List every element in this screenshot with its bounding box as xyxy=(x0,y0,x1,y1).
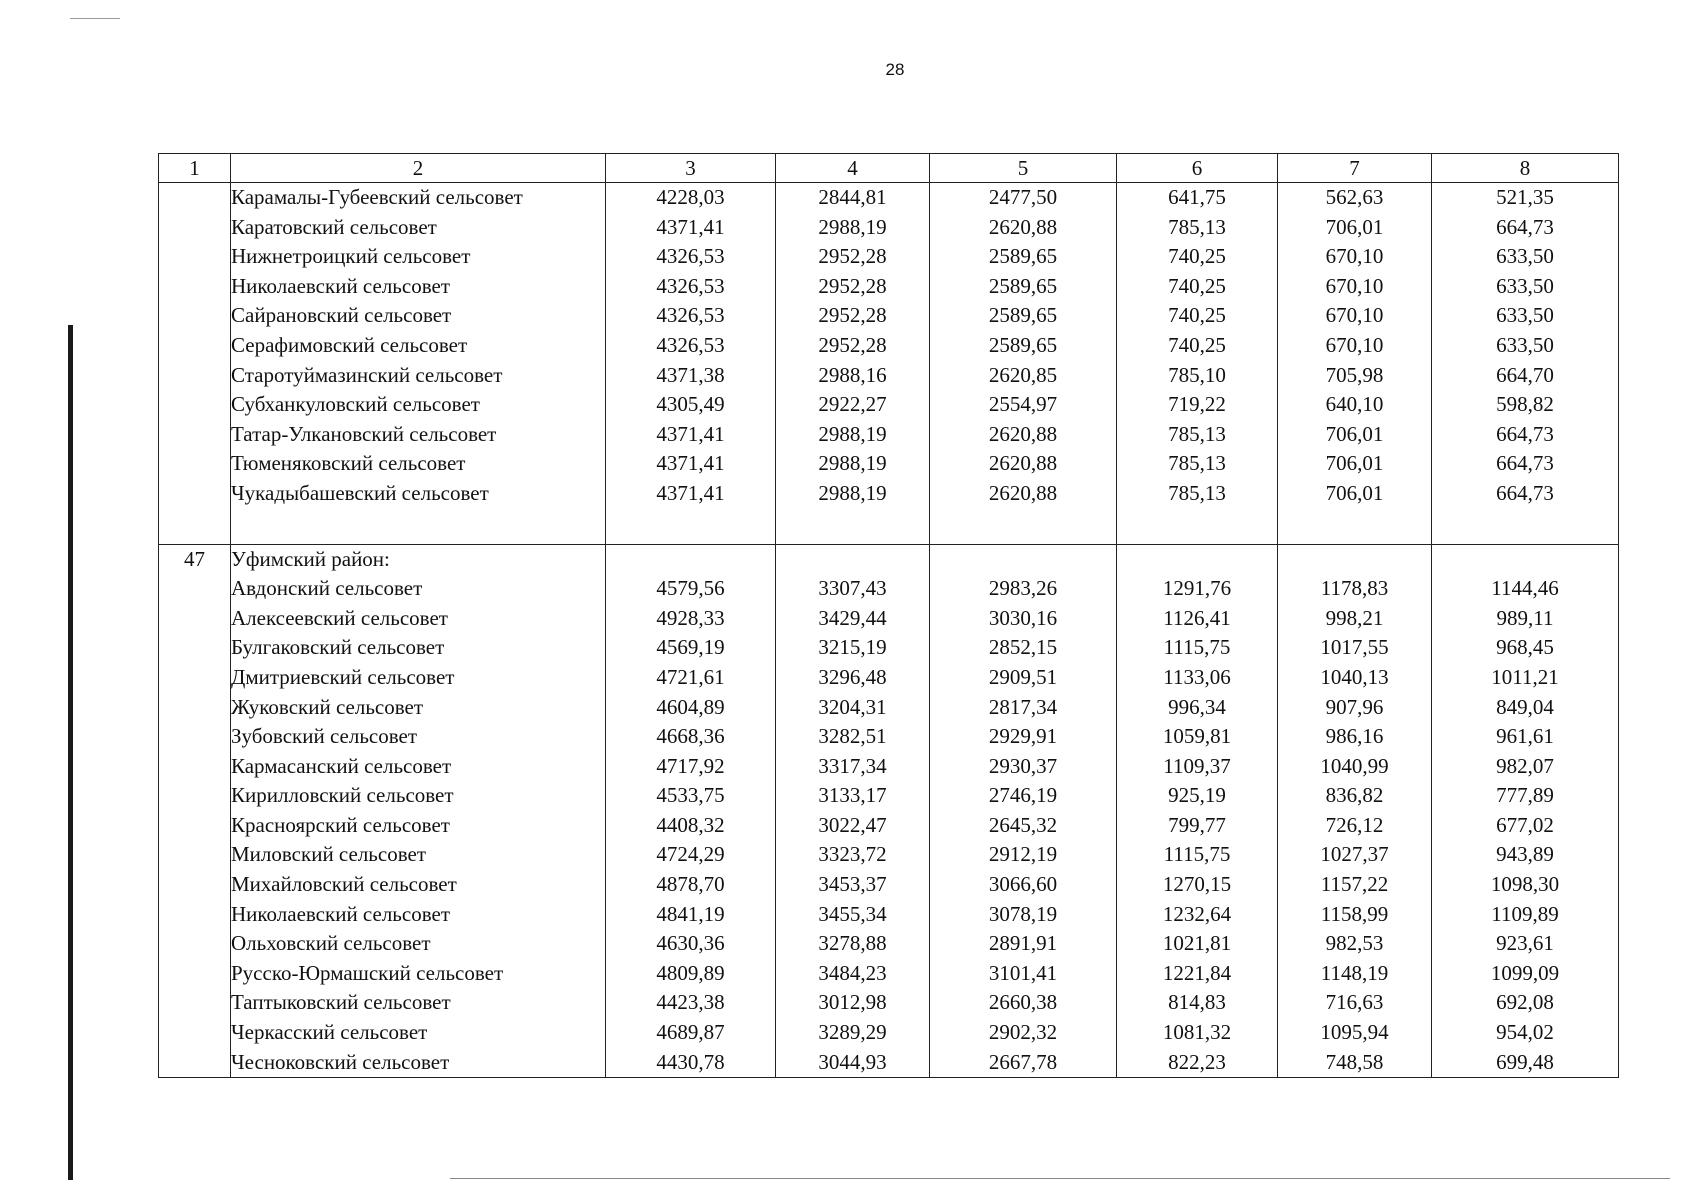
table-row xyxy=(159,781,1619,811)
value-cell: 4841,19 xyxy=(606,900,776,930)
value-cell: 740,25 xyxy=(1117,272,1278,302)
table-row xyxy=(159,722,1619,752)
value-cell: 706,01 xyxy=(1278,449,1432,479)
header-cell: 6 xyxy=(1117,154,1278,183)
value-cell: 2589,65 xyxy=(930,301,1117,331)
value-cell: 1133,06 xyxy=(1117,663,1278,693)
value-cell: 706,01 xyxy=(1278,420,1432,450)
value-cell: 670,10 xyxy=(1278,272,1432,302)
value-cell: 3133,17 xyxy=(776,781,930,811)
value-cell: 996,34 xyxy=(1117,693,1278,723)
value-cell xyxy=(1278,509,1432,545)
value-cell: 777,89 xyxy=(1432,781,1619,811)
value-cell: 3101,41 xyxy=(930,959,1117,989)
value-cell: 664,73 xyxy=(1432,420,1619,450)
value-cell: 4579,56 xyxy=(606,574,776,604)
value-cell: 3012,98 xyxy=(776,988,930,1018)
scan-top-line xyxy=(70,18,120,19)
value-cell: 2988,16 xyxy=(776,361,930,391)
value-cell: 1158,99 xyxy=(1278,900,1432,930)
row-number xyxy=(159,752,231,782)
value-cell: 2817,34 xyxy=(930,693,1117,723)
value-cell: 3455,34 xyxy=(776,900,930,930)
table-row xyxy=(159,840,1619,870)
value-cell: 640,10 xyxy=(1278,390,1432,420)
table-row xyxy=(159,272,1619,302)
table-row xyxy=(159,544,1619,574)
value-cell: 954,02 xyxy=(1432,1018,1619,1048)
value-cell: 664,73 xyxy=(1432,449,1619,479)
settlement-name: Николаевский сельсовет xyxy=(231,900,606,930)
value-cell: 2589,65 xyxy=(930,272,1117,302)
value-cell: 785,10 xyxy=(1117,361,1278,391)
value-cell: 2922,27 xyxy=(776,390,930,420)
row-number xyxy=(159,213,231,243)
settlement-name: Субханкуловский сельсовет xyxy=(231,390,606,420)
value-cell: 1011,21 xyxy=(1432,663,1619,693)
value-cell: 670,10 xyxy=(1278,331,1432,361)
value-cell: 4724,29 xyxy=(606,840,776,870)
settlement-name: Уфимский район: xyxy=(231,544,606,574)
table-row xyxy=(159,479,1619,509)
row-number xyxy=(159,663,231,693)
value-cell: 4717,92 xyxy=(606,752,776,782)
value-cell xyxy=(1278,544,1432,574)
value-cell xyxy=(1432,544,1619,574)
header-cell: 3 xyxy=(606,154,776,183)
value-cell: 1126,41 xyxy=(1117,604,1278,634)
value-cell: 4371,41 xyxy=(606,449,776,479)
value-cell: 986,16 xyxy=(1278,722,1432,752)
settlement-name: Ольховский сельсовет xyxy=(231,929,606,959)
value-cell: 706,01 xyxy=(1278,213,1432,243)
settlement-name: Алексеевский сельсовет xyxy=(231,604,606,634)
value-cell: 3215,19 xyxy=(776,633,930,663)
row-number xyxy=(159,693,231,723)
page-number: 28 xyxy=(885,60,905,79)
value-cell: 1027,37 xyxy=(1278,840,1432,870)
value-cell: 2660,38 xyxy=(930,988,1117,1018)
value-cell: 562,63 xyxy=(1278,183,1432,213)
scan-bottom-line xyxy=(450,1178,1670,1179)
row-number xyxy=(159,574,231,604)
value-cell xyxy=(1432,509,1619,545)
value-cell: 2952,28 xyxy=(776,242,930,272)
value-cell: 4326,53 xyxy=(606,331,776,361)
value-cell: 923,61 xyxy=(1432,929,1619,959)
value-cell: 4878,70 xyxy=(606,870,776,900)
value-cell: 1291,76 xyxy=(1117,574,1278,604)
value-cell xyxy=(1117,544,1278,574)
value-cell: 1115,75 xyxy=(1117,633,1278,663)
table-row xyxy=(159,988,1619,1018)
value-cell: 633,50 xyxy=(1432,242,1619,272)
table-row xyxy=(159,509,1619,545)
value-cell: 3078,19 xyxy=(930,900,1117,930)
value-cell: 3022,47 xyxy=(776,811,930,841)
value-cell: 716,63 xyxy=(1278,988,1432,1018)
value-cell: 1098,30 xyxy=(1432,870,1619,900)
value-cell: 785,13 xyxy=(1117,213,1278,243)
settlement-name: Таптыковский сельсовет xyxy=(231,988,606,1018)
value-cell: 2620,85 xyxy=(930,361,1117,391)
settlement-name xyxy=(231,509,606,545)
value-cell: 4228,03 xyxy=(606,183,776,213)
value-cell: 943,89 xyxy=(1432,840,1619,870)
value-cell: 633,50 xyxy=(1432,301,1619,331)
table-row xyxy=(159,213,1619,243)
value-cell: 4326,53 xyxy=(606,242,776,272)
row-number xyxy=(159,1048,231,1078)
value-cell: 1221,84 xyxy=(1117,959,1278,989)
value-cell: 982,53 xyxy=(1278,929,1432,959)
value-cell: 2929,91 xyxy=(930,722,1117,752)
data-table xyxy=(158,153,1619,1078)
value-cell: 1040,13 xyxy=(1278,663,1432,693)
value-cell: 1232,64 xyxy=(1117,900,1278,930)
row-number xyxy=(159,509,231,545)
value-cell: 4630,36 xyxy=(606,929,776,959)
value-cell: 3296,48 xyxy=(776,663,930,693)
row-number xyxy=(159,361,231,391)
table-row xyxy=(159,301,1619,331)
value-cell: 2620,88 xyxy=(930,449,1117,479)
value-cell: 2589,65 xyxy=(930,242,1117,272)
value-cell: 4569,19 xyxy=(606,633,776,663)
value-cell: 3453,37 xyxy=(776,870,930,900)
value-cell: 4689,87 xyxy=(606,1018,776,1048)
value-cell: 1157,22 xyxy=(1278,870,1432,900)
value-cell: 705,98 xyxy=(1278,361,1432,391)
value-cell: 664,70 xyxy=(1432,361,1619,391)
value-cell: 2645,32 xyxy=(930,811,1117,841)
table-row xyxy=(159,361,1619,391)
value-cell: 740,25 xyxy=(1117,331,1278,361)
value-cell: 633,50 xyxy=(1432,272,1619,302)
value-cell xyxy=(930,544,1117,574)
settlement-name: Михайловский сельсовет xyxy=(231,870,606,900)
header-cell: 8 xyxy=(1432,154,1619,183)
row-number xyxy=(159,479,231,509)
value-cell: 961,61 xyxy=(1432,722,1619,752)
value-cell: 4533,75 xyxy=(606,781,776,811)
value-cell: 4371,41 xyxy=(606,420,776,450)
value-cell xyxy=(606,544,776,574)
value-cell: 1095,94 xyxy=(1278,1018,1432,1048)
settlement-name: Жуковский сельсовет xyxy=(231,693,606,723)
value-cell: 4326,53 xyxy=(606,272,776,302)
value-cell: 2891,91 xyxy=(930,929,1117,959)
value-cell: 1148,19 xyxy=(1278,959,1432,989)
settlement-name: Карамалы-Губеевский сельсовет xyxy=(231,183,606,213)
table-row xyxy=(159,959,1619,989)
value-cell: 664,73 xyxy=(1432,479,1619,509)
value-cell: 968,45 xyxy=(1432,633,1619,663)
value-cell: 2477,50 xyxy=(930,183,1117,213)
table-row xyxy=(159,811,1619,841)
settlement-name: Русско-Юрмашский сельсовет xyxy=(231,959,606,989)
value-cell: 2983,26 xyxy=(930,574,1117,604)
value-cell: 2554,97 xyxy=(930,390,1117,420)
value-cell: 4423,38 xyxy=(606,988,776,1018)
value-cell: 2988,19 xyxy=(776,479,930,509)
value-cell: 907,96 xyxy=(1278,693,1432,723)
settlement-name: Тюменяковский сельсовет xyxy=(231,449,606,479)
header-cell: 7 xyxy=(1278,154,1432,183)
value-cell: 3282,51 xyxy=(776,722,930,752)
table-row xyxy=(159,449,1619,479)
settlement-name: Кармасанский сельсовет xyxy=(231,752,606,782)
table-row xyxy=(159,1018,1619,1048)
value-cell: 1144,46 xyxy=(1432,574,1619,604)
value-cell: 4408,32 xyxy=(606,811,776,841)
row-number xyxy=(159,722,231,752)
settlement-name: Старотуймазинский сельсовет xyxy=(231,361,606,391)
value-cell: 836,82 xyxy=(1278,781,1432,811)
value-cell: 1017,55 xyxy=(1278,633,1432,663)
value-cell: 740,25 xyxy=(1117,242,1278,272)
value-cell: 1270,15 xyxy=(1117,870,1278,900)
value-cell: 3278,88 xyxy=(776,929,930,959)
value-cell: 2902,32 xyxy=(930,1018,1117,1048)
value-cell xyxy=(1117,509,1278,545)
value-cell: 2909,51 xyxy=(930,663,1117,693)
table-row xyxy=(159,1048,1619,1078)
settlement-name: Татар-Улкановский сельсовет xyxy=(231,420,606,450)
value-cell: 4371,41 xyxy=(606,213,776,243)
value-cell: 2988,19 xyxy=(776,449,930,479)
value-cell: 822,23 xyxy=(1117,1048,1278,1078)
value-cell: 3317,34 xyxy=(776,752,930,782)
value-cell: 4668,36 xyxy=(606,722,776,752)
value-cell: 598,82 xyxy=(1432,390,1619,420)
value-cell: 2620,88 xyxy=(930,420,1117,450)
settlement-name: Булгаковский сельсовет xyxy=(231,633,606,663)
value-cell: 4326,53 xyxy=(606,301,776,331)
value-cell xyxy=(930,509,1117,545)
value-cell: 3204,31 xyxy=(776,693,930,723)
value-cell: 740,25 xyxy=(1117,301,1278,331)
value-cell: 3289,29 xyxy=(776,1018,930,1048)
table-row xyxy=(159,331,1619,361)
row-number xyxy=(159,301,231,331)
settlement-name: Кирилловский сельсовет xyxy=(231,781,606,811)
header-cell: 2 xyxy=(231,154,606,183)
settlement-name: Черкасский сельсовет xyxy=(231,1018,606,1048)
value-cell xyxy=(776,544,930,574)
row-number: 47 xyxy=(159,544,231,574)
value-cell: 692,08 xyxy=(1432,988,1619,1018)
value-cell: 2620,88 xyxy=(930,479,1117,509)
value-cell: 785,13 xyxy=(1117,449,1278,479)
row-number xyxy=(159,633,231,663)
row-number xyxy=(159,988,231,1018)
value-cell: 3429,44 xyxy=(776,604,930,634)
value-cell: 814,83 xyxy=(1117,988,1278,1018)
value-cell: 998,21 xyxy=(1278,604,1432,634)
table-row xyxy=(159,420,1619,450)
value-cell: 1115,75 xyxy=(1117,840,1278,870)
value-cell: 670,10 xyxy=(1278,242,1432,272)
value-cell: 4721,61 xyxy=(606,663,776,693)
value-cell: 641,75 xyxy=(1117,183,1278,213)
settlement-name: Красноярский сельсовет xyxy=(231,811,606,841)
row-number xyxy=(159,242,231,272)
value-cell: 1178,83 xyxy=(1278,574,1432,604)
row-number xyxy=(159,272,231,302)
value-cell: 785,13 xyxy=(1117,420,1278,450)
row-number xyxy=(159,449,231,479)
table-row xyxy=(159,604,1619,634)
scan-edge-bar xyxy=(68,325,73,1180)
value-cell: 4604,89 xyxy=(606,693,776,723)
value-cell: 3307,43 xyxy=(776,574,930,604)
value-cell: 2746,19 xyxy=(930,781,1117,811)
value-cell: 670,10 xyxy=(1278,301,1432,331)
value-cell: 4928,33 xyxy=(606,604,776,634)
row-number xyxy=(159,900,231,930)
settlement-name: Зубовский сельсовет xyxy=(231,722,606,752)
table-row xyxy=(159,183,1619,213)
settlement-name: Сайрановский сельсовет xyxy=(231,301,606,331)
table-row xyxy=(159,900,1619,930)
row-number xyxy=(159,331,231,361)
value-cell: 521,35 xyxy=(1432,183,1619,213)
value-cell: 1059,81 xyxy=(1117,722,1278,752)
table-row xyxy=(159,693,1619,723)
value-cell: 2912,19 xyxy=(930,840,1117,870)
value-cell: 2952,28 xyxy=(776,331,930,361)
table-row xyxy=(159,663,1619,693)
value-cell: 785,13 xyxy=(1117,479,1278,509)
settlement-name: Чукадыбашевский сельсовет xyxy=(231,479,606,509)
header-cell: 4 xyxy=(776,154,930,183)
row-number xyxy=(159,604,231,634)
value-cell: 4430,78 xyxy=(606,1048,776,1078)
value-cell: 2930,37 xyxy=(930,752,1117,782)
value-cell: 1021,81 xyxy=(1117,929,1278,959)
row-number xyxy=(159,840,231,870)
value-cell: 748,58 xyxy=(1278,1048,1432,1078)
table-row xyxy=(159,929,1619,959)
row-number xyxy=(159,183,231,213)
value-cell: 726,12 xyxy=(1278,811,1432,841)
row-number xyxy=(159,929,231,959)
settlement-name: Николаевский сельсовет xyxy=(231,272,606,302)
value-cell: 799,77 xyxy=(1117,811,1278,841)
value-cell: 2844,81 xyxy=(776,183,930,213)
header-cell: 5 xyxy=(930,154,1117,183)
value-cell: 2667,78 xyxy=(930,1048,1117,1078)
row-number xyxy=(159,390,231,420)
value-cell: 2620,88 xyxy=(930,213,1117,243)
value-cell: 4371,41 xyxy=(606,479,776,509)
value-cell: 2952,28 xyxy=(776,272,930,302)
value-cell: 1109,89 xyxy=(1432,900,1619,930)
value-cell: 925,19 xyxy=(1117,781,1278,811)
table-row xyxy=(159,390,1619,420)
value-cell: 3030,16 xyxy=(930,604,1117,634)
settlement-name: Чесноковский сельсовет xyxy=(231,1048,606,1078)
value-cell: 1040,99 xyxy=(1278,752,1432,782)
settlement-name: Нижнетроицкий сельсовет xyxy=(231,242,606,272)
value-cell: 1109,37 xyxy=(1117,752,1278,782)
value-cell: 1099,09 xyxy=(1432,959,1619,989)
value-cell: 4305,49 xyxy=(606,390,776,420)
value-cell: 3044,93 xyxy=(776,1048,930,1078)
table-row xyxy=(159,633,1619,663)
settlement-name: Серафимовский сельсовет xyxy=(231,331,606,361)
table-row xyxy=(159,870,1619,900)
value-cell: 4809,89 xyxy=(606,959,776,989)
value-cell: 982,07 xyxy=(1432,752,1619,782)
value-cell: 2988,19 xyxy=(776,420,930,450)
value-cell: 3066,60 xyxy=(930,870,1117,900)
value-cell: 849,04 xyxy=(1432,693,1619,723)
value-cell: 3484,23 xyxy=(776,959,930,989)
value-cell xyxy=(776,509,930,545)
value-cell: 2852,15 xyxy=(930,633,1117,663)
value-cell: 4371,38 xyxy=(606,361,776,391)
value-cell: 2988,19 xyxy=(776,213,930,243)
value-cell: 677,02 xyxy=(1432,811,1619,841)
value-cell: 706,01 xyxy=(1278,479,1432,509)
value-cell: 699,48 xyxy=(1432,1048,1619,1078)
row-number xyxy=(159,420,231,450)
row-number xyxy=(159,781,231,811)
table-row xyxy=(159,752,1619,782)
value-cell: 719,22 xyxy=(1117,390,1278,420)
settlement-name: Каратовский сельсовет xyxy=(231,213,606,243)
row-number xyxy=(159,811,231,841)
table-row xyxy=(159,574,1619,604)
value-cell: 989,11 xyxy=(1432,604,1619,634)
table-row xyxy=(159,242,1619,272)
value-cell: 3323,72 xyxy=(776,840,930,870)
value-cell: 2589,65 xyxy=(930,331,1117,361)
row-number xyxy=(159,1018,231,1048)
row-number xyxy=(159,959,231,989)
settlement-name: Миловский сельсовет xyxy=(231,840,606,870)
column-number-header xyxy=(159,154,1619,183)
row-number xyxy=(159,870,231,900)
settlement-name: Авдонский сельсовет xyxy=(231,574,606,604)
header-cell: 1 xyxy=(159,154,231,183)
value-cell: 1081,32 xyxy=(1117,1018,1278,1048)
settlement-name: Дмитриевский сельсовет xyxy=(231,663,606,693)
value-cell: 664,73 xyxy=(1432,213,1619,243)
value-cell: 2952,28 xyxy=(776,301,930,331)
value-cell xyxy=(606,509,776,545)
value-cell: 633,50 xyxy=(1432,331,1619,361)
